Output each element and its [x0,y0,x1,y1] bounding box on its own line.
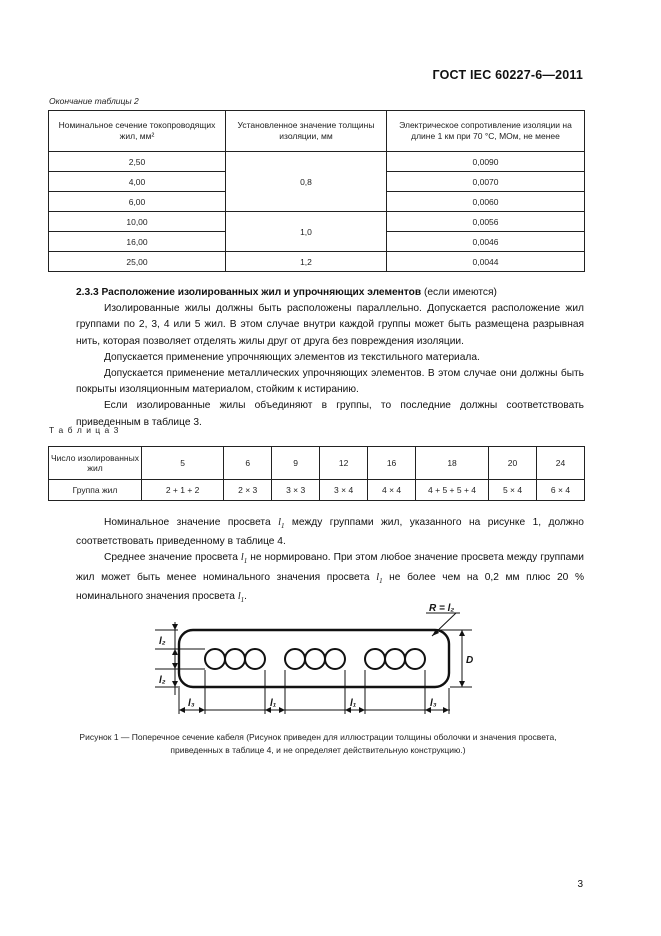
conductor-circle [385,649,405,669]
table2-cell: 0,0044 [387,252,585,272]
table3-cell: 24 [537,447,585,480]
table3-cell: 6 × 4 [537,480,585,501]
table-2 [48,110,585,272]
l2-label: l₂ [159,636,166,647]
table2-cell: 6,00 [49,192,226,212]
page-number: 3 [577,879,583,890]
table3-row-label: Число изолированных жил [49,447,142,480]
table3-cell: 16 [368,447,416,480]
table2-cell: 10,00 [49,212,226,232]
paragraph [76,515,584,550]
table3-cell: 5 [142,447,224,480]
symbol-l1: $l_1$ [240,552,248,566]
text-run: . [244,590,247,602]
table2-cell: 1,2 [226,252,387,272]
gap-text [76,515,584,608]
conductor-circle [225,649,245,669]
l3-label: l₃ [188,698,195,709]
conductor-circle [405,649,425,669]
table-row [49,480,585,501]
text-run: между группами жил, указанного на рисунке 1, должно соответствовать приведенному в таблице 4. [76,517,584,548]
table3-cell: 6 [224,447,272,480]
table2-header: Установленное значение толщины изоляции, мм [226,111,387,152]
paragraph: Если изолированные жилы объединяют в группы, то последние должны соответствовать приведенным в таблице 3. [76,400,584,428]
section-2-3-3 [76,285,584,431]
symbol-l1: $l_1$ [237,590,245,604]
table3-row-label: Группа жил [49,480,142,501]
table2-cell: 0,0046 [387,232,585,252]
table3-cell: 20 [489,447,537,480]
section-title: Расположение изолированных жил и упрочняющих элементов [101,287,422,298]
table-row [49,152,585,172]
section-number: 2.3.3 [76,287,99,298]
conductor-circle [245,649,265,669]
table2-cell: 0,8 [226,152,387,212]
standard-id: ГОСТ IEC 60227-6—2011 [432,68,583,82]
text-run: Среднее значение просвета [104,552,241,564]
table-row [49,252,585,272]
l1-label: l₁ [350,698,357,709]
symbol-l1: $l_1$ [376,571,383,585]
table3-cell: 5 × 4 [489,480,537,501]
paragraph: Допускается применение упрочняющих элементов из текстильного материала. [104,351,480,363]
table3-cell: 3 × 3 [272,480,320,501]
text-run: Номинальное значение просвета [104,517,279,528]
table-row [49,212,585,232]
l3-label: l₃ [430,698,437,709]
table2-header: Номинальное сечение токопроводящих жил, мм² [49,111,226,152]
table3-cell: 9 [272,447,320,480]
l2-label: l₂ [159,675,166,686]
symbol-l1: $l_1$ [278,517,285,531]
table2-caption: Окончание таблицы 2 [49,96,139,106]
table2-cell: 2,50 [49,152,226,172]
diameter-label: D [466,655,474,666]
radius-label: R = l₂ [429,603,455,614]
table2-cell: 0,0056 [387,212,585,232]
paragraph: Изолированные жилы должны быть расположены параллельно. Допускается расположение жил группами по 2, 3, 4 или 5 жил. В этом случае внутри каждой группы может быть размещена разрывная нить, которая позволяет отделять жилы друг от друга без повреждения изоляции. [76,303,584,347]
cable-cross-section-figure [150,600,480,725]
l1-label: l₁ [270,698,277,709]
table3-cell: 4 + 5 + 5 + 4 [416,480,489,501]
table2-cell: 0,0060 [387,192,585,212]
text-run: не более чем на 0,2 мм плюс 20 % номинального значения просвета [76,571,584,602]
table3-cell: 2 + 1 + 2 [142,480,224,501]
figure-caption: Рисунок 1 — Поперечное сечение кабеля (Рисунок приведен для иллюстрации толщины оболочки и значения просвета, приведенных в таблице 4, и не определяет действительную конструкцию.) [79,732,557,755]
table3-cell: 2 × 3 [224,480,272,501]
section-heading [76,285,584,301]
paragraph: Допускается применение металлических упрочняющих элементов. В этом случае они должны быть покрыты изоляционным материалом, стойким к истиранию. [76,368,584,396]
conductor-circle [205,649,225,669]
text-run: не нормировано. При этом любое значение просвета между группами жил может быть менее номинального значения просвета [76,552,584,583]
table3-cell: 18 [416,447,489,480]
table3-cell: 3 × 4 [320,480,368,501]
table2-cell: 0,0070 [387,172,585,192]
table2-header: Электрическое сопротивление изоляции на длине 1 км при 70 °С, МОм, не менее [387,111,585,152]
table3-cell: 12 [320,447,368,480]
table-row [49,447,585,480]
conductor-circle [325,649,345,669]
table-3 [48,446,585,501]
conductor-circle [285,649,305,669]
table2-cell: 0,0090 [387,152,585,172]
conductor-circle [305,649,325,669]
table2-cell: 1,0 [226,212,387,252]
table2-cell: 4,00 [49,172,226,192]
table3-caption: Т а б л и ц а 3 [49,425,120,435]
table2-cell: 25,00 [49,252,226,272]
section-title-tail: (если имеются) [423,287,497,298]
conductor-circle [365,649,385,669]
table2-cell: 16,00 [49,232,226,252]
cable-sheath [179,630,449,687]
table3-cell: 4 × 4 [368,480,416,501]
